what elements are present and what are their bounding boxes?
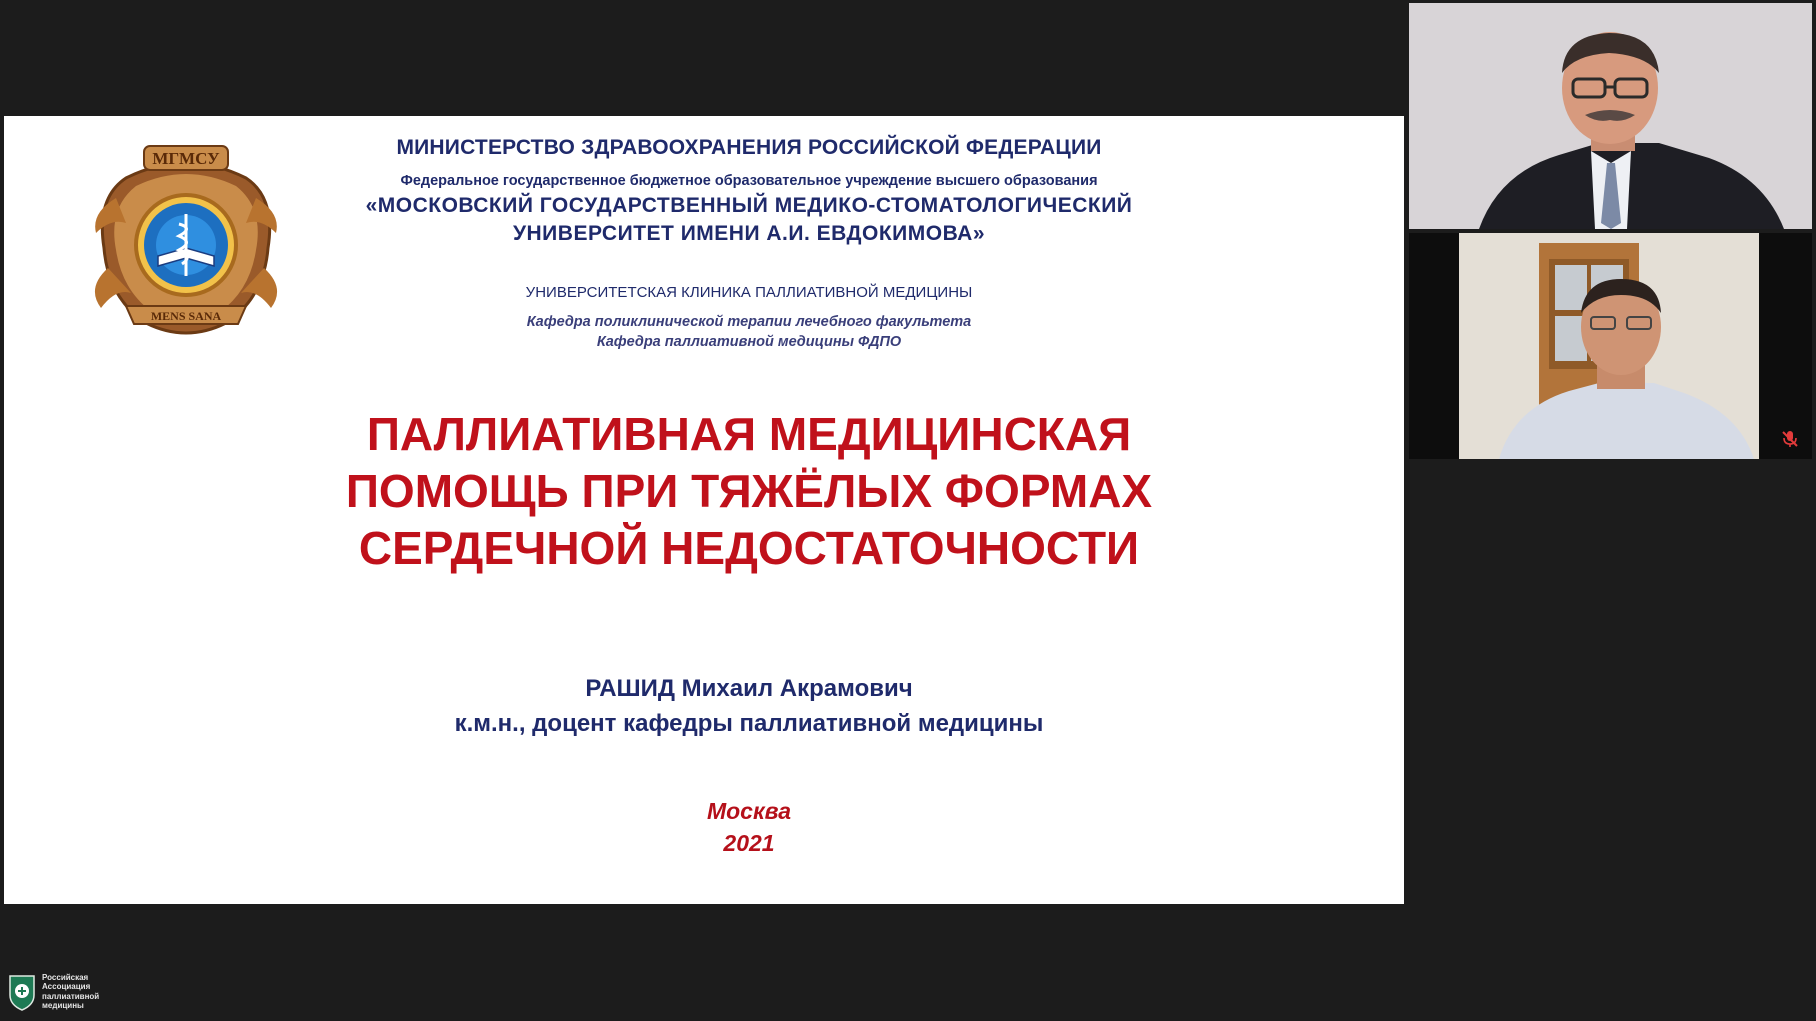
- participant-video-tile[interactable]: [1409, 3, 1812, 229]
- presentation-title: [4, 406, 1404, 577]
- department-name-2: Кафедра паллиативной медицины ФДПО: [596, 334, 902, 350]
- organization-name-line: паллиативной: [42, 991, 100, 1001]
- video-feed: [1409, 3, 1812, 229]
- university-name-line2: УНИВЕРСИТЕТ ИМЕНИ А.И. ЕВДОКИМОВА»: [512, 222, 986, 245]
- organization-name-line: медицины: [42, 1001, 84, 1011]
- organization-name-line: Ассоциация: [42, 982, 91, 992]
- shield-icon: [8, 973, 36, 1011]
- video-feed: [1409, 233, 1812, 459]
- ministry-heading: МИНИСТЕРСТВО ЗДРАВООХРАНЕНИЯ РОССИЙСКОЙ ФЕДЕРАЦИИ: [396, 136, 1102, 159]
- organization-name-line: Российская: [42, 973, 89, 982]
- shared-screen-slide: [4, 116, 1404, 904]
- clinic-name: УНИВЕРСИТЕТСКАЯ КЛИНИКА ПАЛЛИАТИВНОЙ МЕДИЦИНЫ: [525, 284, 973, 301]
- crest-ribbon-text: MENS SANA: [150, 309, 222, 323]
- presentation-city: Москва: [706, 798, 792, 824]
- crest-top-label: МГМСУ: [152, 149, 220, 168]
- presentation-title-line: ПОМОЩЬ ПРИ ТЯЖЁЛЫХ ФОРМАХ: [345, 465, 1153, 517]
- presentation-title-line: СЕРДЕЧНОЙ НЕДОСТАТОЧНОСТИ: [358, 522, 1140, 574]
- institution-type: Федеральное государственное бюджетное образовательное учреждение высшего образования: [400, 173, 1098, 189]
- organization-name: [42, 973, 122, 1011]
- author-degree: к.м.н., доцент кафедры паллиативной медицины: [454, 710, 1044, 737]
- participant-video-tile[interactable]: [1409, 233, 1812, 459]
- department-name-1: Кафедра поликлинической терапии лечебного факультета: [526, 314, 972, 330]
- university-name-line1: «МОСКОВСКИЙ ГОСУДАРСТВЕННЫЙ МЕДИКО-СТОМАТОЛОГИЧЕСКИЙ: [365, 194, 1133, 217]
- presentation-year: 2021: [723, 830, 775, 856]
- presentation-title-line: ПАЛЛИАТИВНАЯ МЕДИЦИНСКАЯ: [366, 408, 1132, 460]
- mic-muted-icon: [1780, 429, 1800, 449]
- author-name: РАШИД Михаил Акрамович: [585, 675, 913, 702]
